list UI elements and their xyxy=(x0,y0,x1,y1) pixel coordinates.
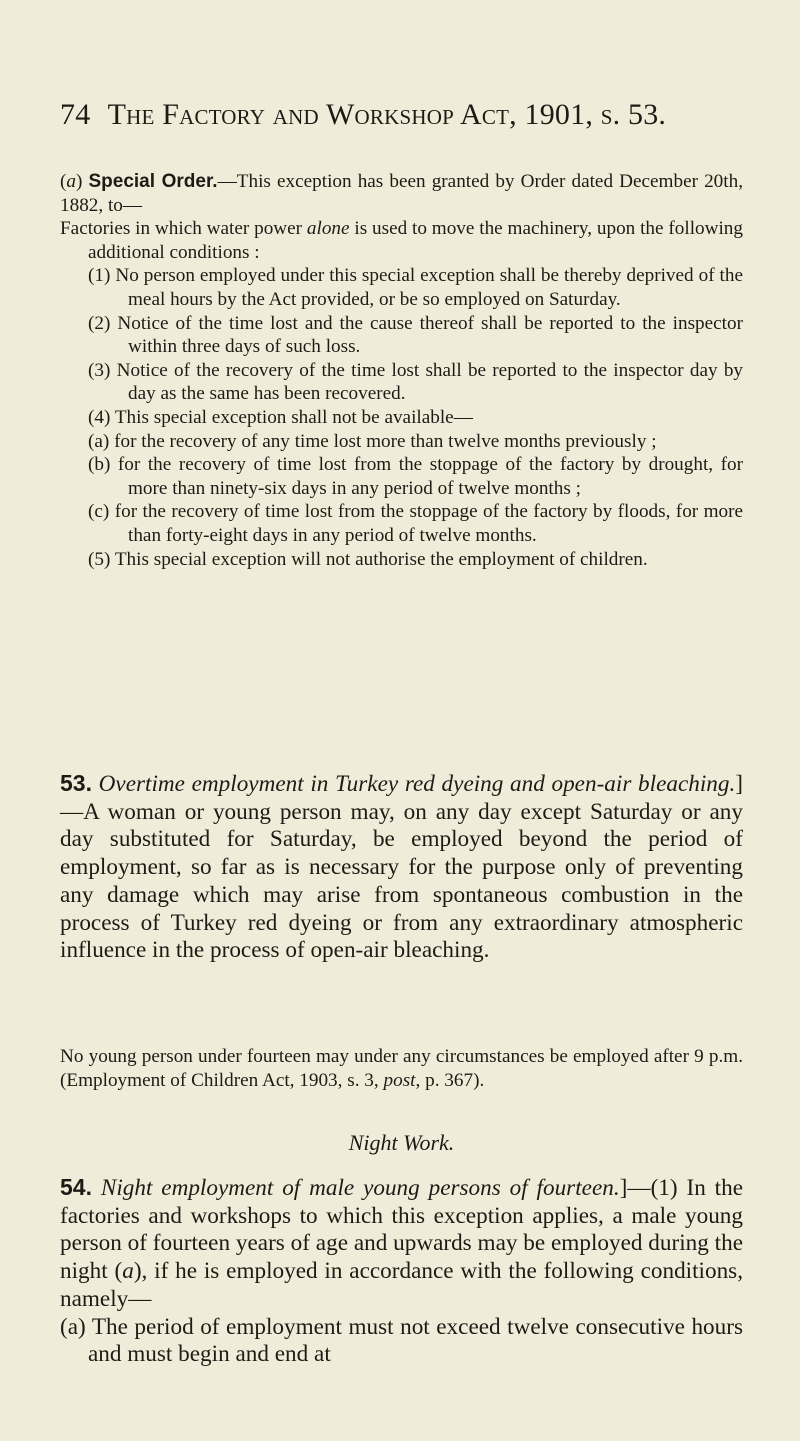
running-title: The Factory and Workshop Act, 1901, s. 53. xyxy=(107,98,667,131)
sub-condition-item: (a) for the recovery of any time lost more than twelve months previously ; xyxy=(88,430,657,452)
condition-item: (2) Notice of the time lost and the cause thereof shall be reported to the inspector within three days of such loss. xyxy=(88,312,744,358)
emphasis-alone: alone xyxy=(306,218,350,240)
section-54 xyxy=(60,1174,743,1369)
section-53-number: 53. xyxy=(60,770,92,796)
sub-condition-item: (c) for the recovery of time lost from the stoppage of the factory by floods, for more than forty-eight days in any period of twelve months. xyxy=(88,501,744,546)
special-order-heading: Special Order. xyxy=(88,171,218,192)
condition-item: (1) No person employed under this special exception shall be thereby deprived of the meal hours by the Act provided, or be so employed on Saturday. xyxy=(88,265,743,310)
section-53-body: —A woman or young person may, on any day except Saturday or any day substituted for Saturday, be employed beyond the period of employment, so far as is necessary for the purpose only of preventing any damage which may arise from spontaneous combustion in the process of Turkey red dyeing or from any extraordinary atmospheric influence in the process of open-air bleaching. xyxy=(60,798,743,964)
section-53-title: Overtime employment in Turkey red dyeing and open-air bleaching. xyxy=(98,771,736,797)
section-54-item-a: (a) The period of employment must not exceed twelve consecutive hours and must begin and end at xyxy=(60,1313,743,1368)
special-order-intro xyxy=(60,170,743,217)
sub-condition-item: (b) for the recovery of time lost from the stoppage of the factory by drought, for more than ninety-six days in any period of twelve months ; xyxy=(88,454,743,499)
condition-item: (3) Notice of the recovery of the time lost shall be reported to the inspector day by day as the same has been recovered. xyxy=(88,359,744,405)
night-work-heading: Night Work. xyxy=(348,1130,455,1155)
section-54-text: 54. Night employment of male young persons of fourteen.]—(1) In the factories and workshops to which this exception applies, a male young person of fourteen years of age and upwards may be employed during the night (a), if he is employed in accordance with the following conditions, namely— xyxy=(60,1174,744,1312)
section-53 xyxy=(60,770,743,965)
condition-item: (5) This special exception will not authorise the employment of children. xyxy=(88,548,648,570)
section-53-note: No young person under fourteen may under any circumstances be employed after 9 p.m. (Employment of Children Act, 1903, s. 3, post, p. 367). xyxy=(60,1046,743,1091)
condition-item: (4) This special exception shall not be available— xyxy=(88,406,473,428)
factories-clause: Factories in which water power alone is used to move the machinery, upon the following additional conditions : xyxy=(60,218,743,263)
section-54-title: Night employment of male young persons of fourteen. xyxy=(100,1175,620,1201)
section-54-number: 54. xyxy=(60,1174,92,1200)
special-order-block xyxy=(60,170,743,571)
special-order-intro-text: —This exception has been granted by Order dated December 20th, 1882, to— xyxy=(60,171,743,216)
section-53-text: 53. Overtime employment in Turkey red dyeing and open-air bleaching.]—A woman or young person may, on any day except Saturday or any day substituted for Saturday, be employed beyond the period of employment, so far as is necessary for the purpose only of preventing any damage which may arise from spontaneous combustion in the process of Turkey red dyeing or from any extraordinary atmospheric influence in the process of open-air bleaching. xyxy=(60,770,743,964)
running-head xyxy=(60,98,750,132)
special-order-label: (a) xyxy=(60,171,83,192)
page-number: 74 xyxy=(60,98,91,131)
